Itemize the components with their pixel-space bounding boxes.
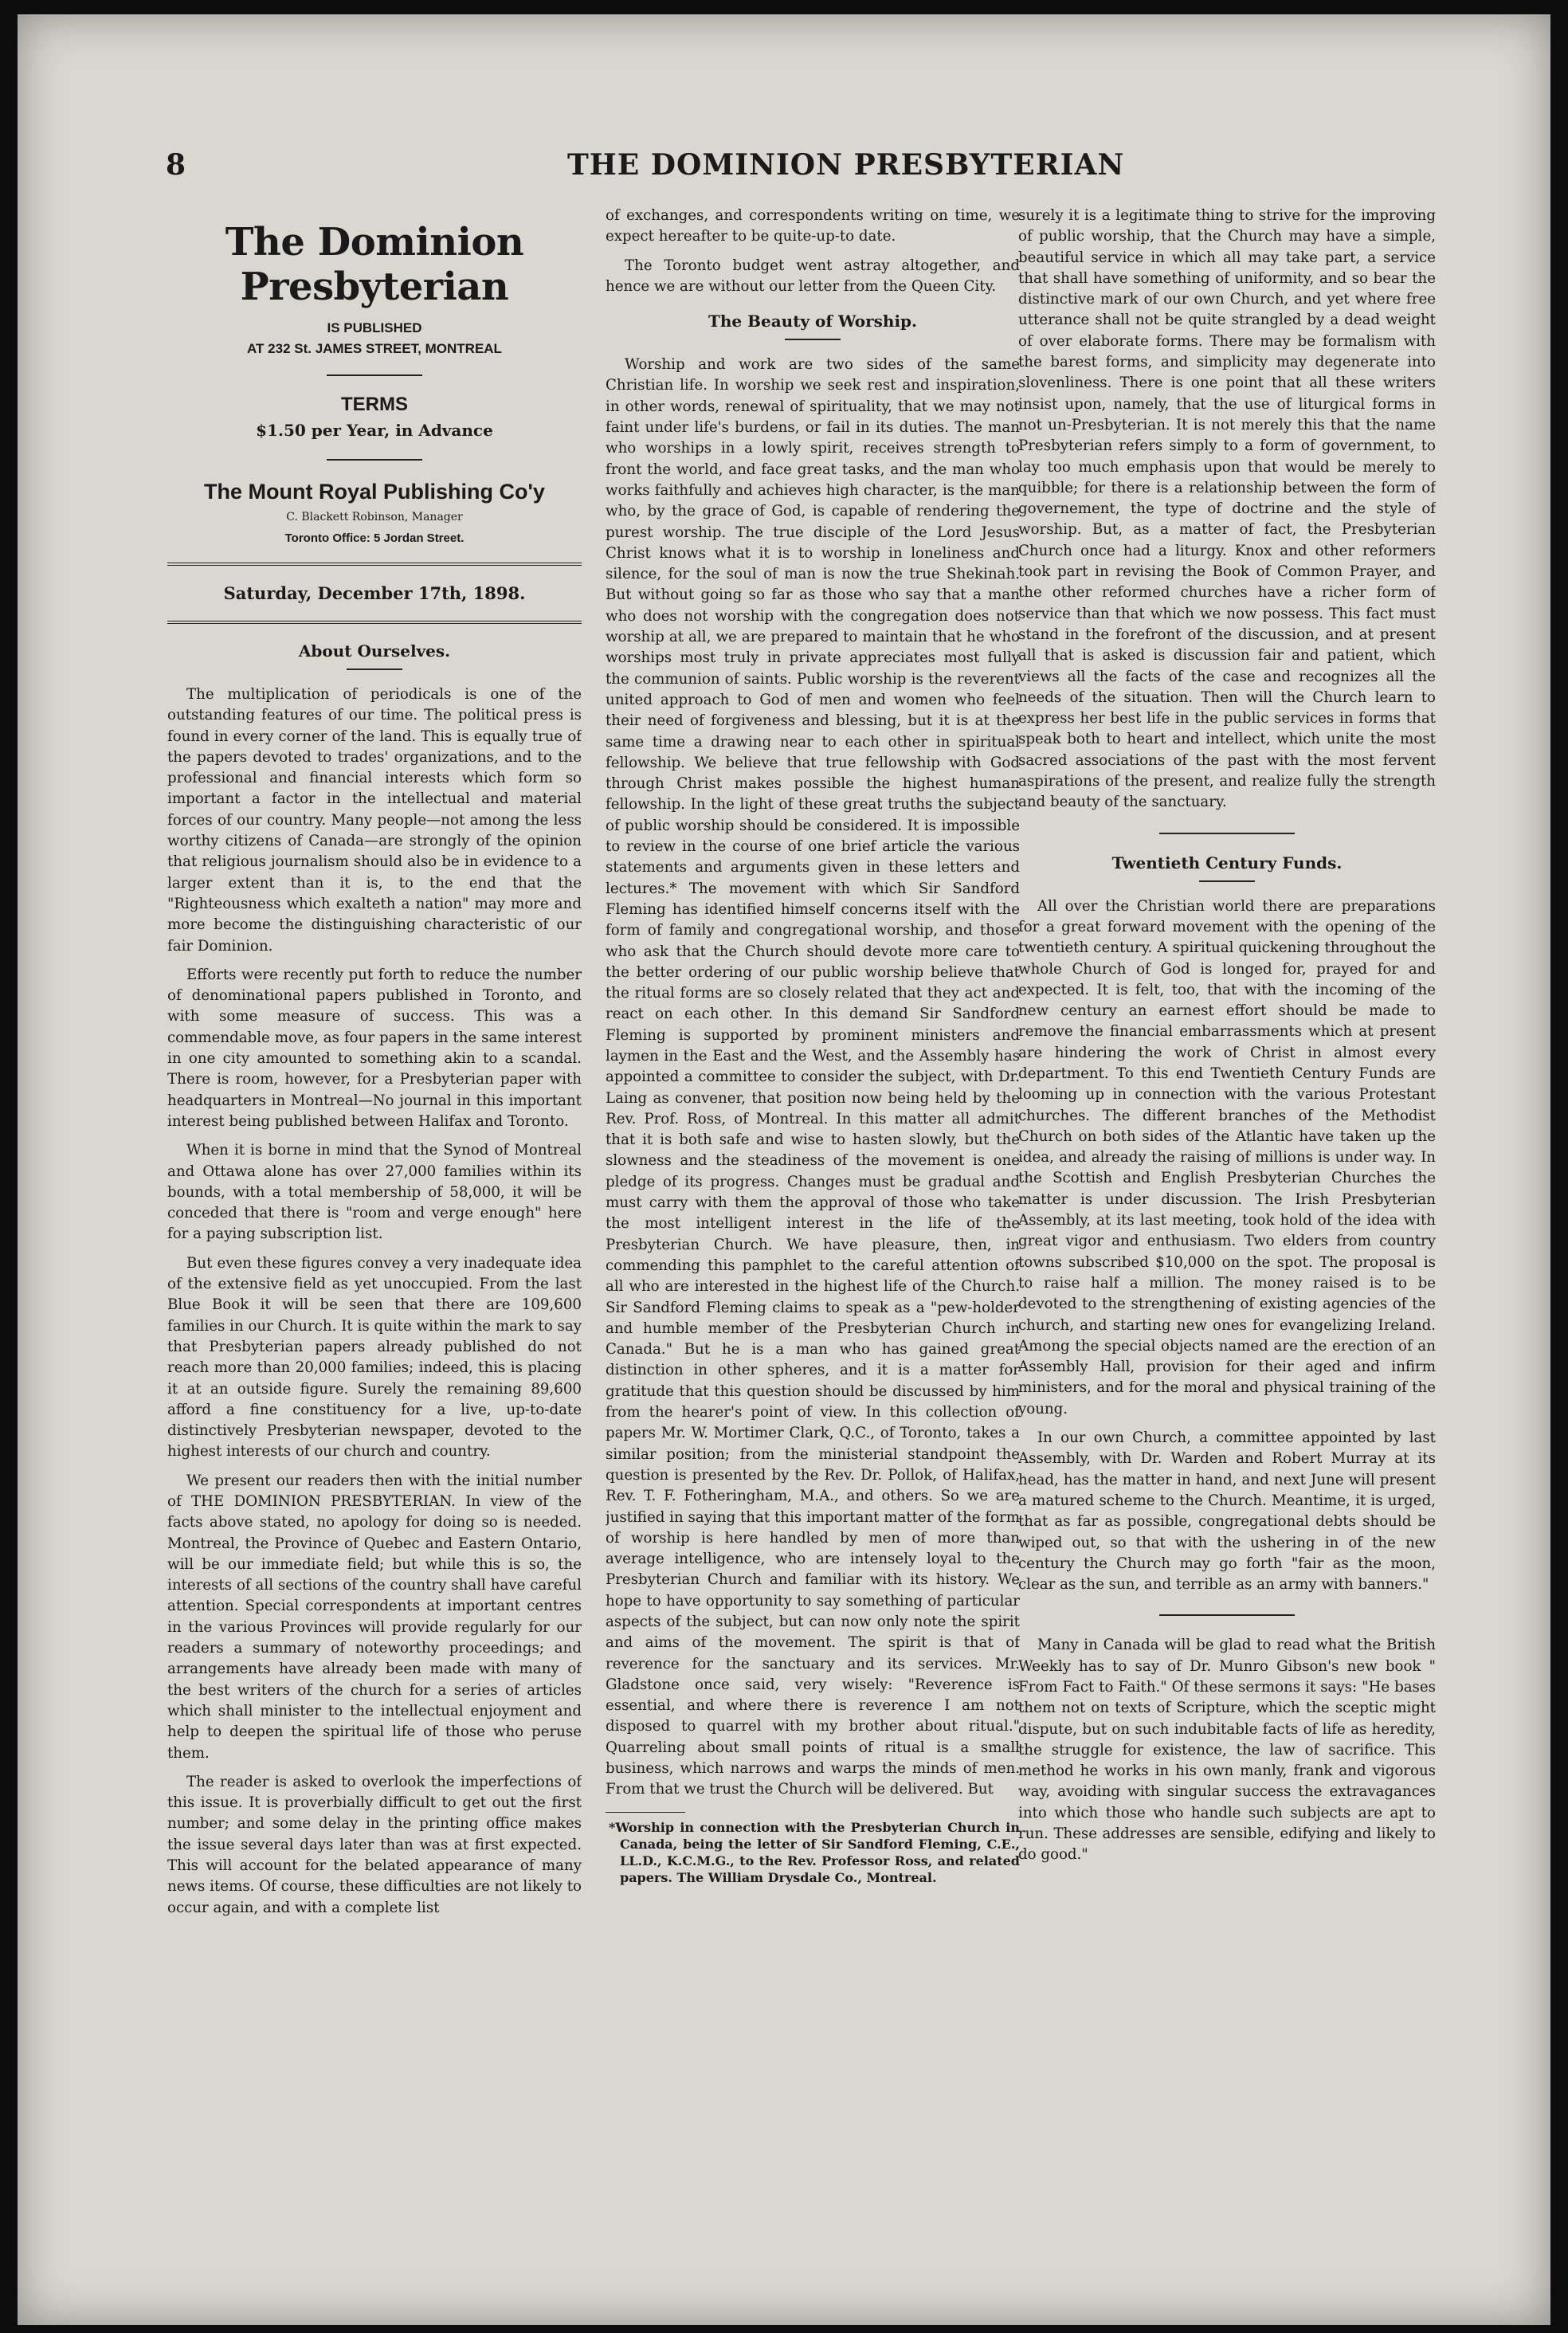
article-paragraph: of exchanges, and correspondents writing on time, we expect hereafter to be quite-up-to date. <box>606 207 1020 245</box>
published-line: IS PUBLISHED <box>327 320 422 335</box>
title-rule <box>1199 880 1255 882</box>
article-title-twentieth-century-funds: Twentieth Century Funds. <box>1111 853 1343 872</box>
article-paragraph: Efforts were recently put forth to reduce the number of denominational papers published in Toronto, and with some measure of success. This was a commendable move, as four papers in the same interest in one city amounted to something akin to a scandal. There is room, however, for a Presbyterian paper with headquarters in Montreal—No journal in this important interest being published between Halifax and Toronto. <box>167 966 582 1130</box>
article-paragraph: The Toronto budget went astray altogether, and hence we are without our letter from the Queen City. <box>606 257 1020 295</box>
divider <box>327 459 422 461</box>
article-paragraph: But even these figures convey a very inadequate idea of the extensive field as yet unoccupied. From the last Blue Book it will be seen that there are 109,600 families in our Church. It is quite within the mark to say that Presbyterian papers already published do not reach more than 20,000 families; indeed, this is placing it at an outside figure. Surely the remaining 89,600 afford a fine constituency for a live, up-to-date distinctively Presbyterian newspaper, devoted to the highest interests of our church and country. <box>167 1254 582 1461</box>
double-rule <box>167 563 582 566</box>
article-paragraph: When it is borne in mind that the Synod of Montreal and Ottawa alone has over 27,000 families within its bounds, with a total membership of 58,000, it will be conceded that there is "room and verge enough" here for a paying subscription list. <box>167 1142 582 1243</box>
column-1 <box>167 206 582 2182</box>
article-paragraph: surely it is a legitimate thing to strive for the improving of public worship, that the Church may have a simple, beautiful service in which all may take part, a service that shall have something of uniformity, and so bear the distinctive mark of our own Church, and yet where free utterance shall not be quite strangled by a dead weight of over elaborate forms. There may be formalism with the barest forms, and simplicity may degenerate into slovenliness. There is one point that all these writers insist upon, namely, that the use of liturgical forms in not un-Presbyterian. It is not merely this that the name Presbyterian refers simply to a form of government, to lay too much emphasis upon that would be merely to quibble; for there is a relationship between the form of governement, the type of doctrine and the style of worship. But, as a matter of fact, the Presbyterian Church once had a liturgy. Knox and other reformers took part in revising the Book of Common Prayer, and the other reformed churches have a richer form of service than that which we now possess. This fact must stand in the forefront of the discussion, and at present all that is asked is discussion fair and patient, which views all the facts of the case and recognizes all the needs of the situation. Then will the Church learn to express her best life in the public services in forms that speak both to heart and intellect, which unite the most sacred associations of the past with the most fervent aspirations of the present, and realize fully the strength and beauty of the sanctuary. <box>1018 207 1436 811</box>
divider <box>327 374 422 376</box>
newspaper-page <box>18 14 1550 2325</box>
article-paragraph: The reader is asked to overlook the imperfections of this issue. It is proverbially difficult to get out the first number; and some delay in the printing office makes the issue several days later than was at first expected. This will account for the belated appearance of many news items. Of course, these difficulties are not likely to occur again, and with a complete list <box>167 1773 582 1916</box>
running-title: THE DOMINION PRESBYTERIAN <box>567 148 1125 182</box>
article-paragraph: In our own Church, a committee appointed by last Assembly, with Dr. Warden and Robert Murray at its head, has the matter in hand, and next June will present a matured scheme to the Church. Meantime, it is urged, that as far as possible, congregational debts should be wiped out, so that with the ushering in of the new century the Church may go forth "fair as the moon, clear as the sun, and terrible as an army with banners." <box>1018 1429 1436 1594</box>
terms-price: $1.50 per Year, in Advance <box>256 421 493 440</box>
article-paragraph: The multiplication of periodicals is one of the outstanding features of our time. The political press is found in every corner of the land. This is equally true of the papers devoted to trades' organizations, and to the professional and financial interests which form so important a factor in the intellectual and material forces of our country. Many people—not among the less worthy citizens of Canada—are strongly of the opinion that religious journalism should also be in evidence to a larger extent than it is, to the end that the "Righteousness which exalteth a nation" may more and more become the distinguishing characteristic of our fair Dominion. <box>167 686 582 955</box>
article-title-about-ourselves: About Ourselves. <box>298 641 451 661</box>
address-line: AT 232 St. JAMES STREET, MONTREAL <box>247 341 502 356</box>
article-paragraph: All over the Christian world there are preparations for a great forward movement with the opening of the twentieth century. A spiritual quickening throughout the whole Church of God is longed for, prayed for and expected. It is felt, too, that with the incoming of the new century an earnest effort should be made to remove the financial embarrassments which at present are hindering the work of Christ in almost every department. To this end Twentieth Century Funds are looming up in connection with the various Protestant churches. The different branches of the Methodist Church on both sides of the Atlantic have taken up the idea, and already the raising of millions is under way. In the Scottish and English Presbyterian Churches the matter is under discussion. The Irish Presbyterian Assembly, at its last meeting, took hold of the idea with great vigor and enthusiasm. Two elders from country towns subscribed $10,000 on the spot. The proposal is to raise half a million. The money raised is to be devoted to the strengthening of existing agencies of the church, and starting new ones for evangelizing Ireland. Among the special objects named are the erection of an Assembly Hall, provision for their aged and infirm ministers, and for the moral and physical training of the young. <box>1018 897 1436 1417</box>
double-rule <box>167 621 582 624</box>
page-number: 8 <box>166 148 186 182</box>
article-paragraph: Many in Canada will be glad to read what the British Weekly has to say of Dr. Munro Gibson's new book " From Fact to Faith." Of these sermons it says: "He bases them not on texts of Scripture, which the sceptic might dispute, but on such indubitable facts of life as heredity, the struggle for existence, the law of sacrifice. This method he works in his own manly, frank and vigorous way, avoiding with singular success the extravagances into which those who handle such subjects are apt to run. These addresses are sensible, edifying and likely to do good." <box>1018 1637 1436 1864</box>
article-paragraph: We present our readers then with the initial number of THE DOMINION PRESBYTERIAN. In view of the facts above stated, no apology for doing so is needed. Montreal, the Province of Quebec and Eastern Ontario, will be our immediate field; but while this is so, the interests of all sections of the country shall have careful attention. Special correspondents at important centres in the various Provinces will provide regularly for our readers a summary of noteworthy proceedings; and arrangements have already been made with many of the best writers of the church for a series of articles which shall minister to the intellectual enjoyment and help to deepen the spiritual life of those who peruse them. <box>167 1472 582 1762</box>
article-paragraph: Worship and work are two sides of the same Christian life. In worship we seek rest and inspiration, in other words, renewal of spirituality, that we may not faint under life's burdens, or fail in its duties. The man who worships in a lowly spirit, receives strength to front the world, and face great tasks, and the man who works faithfully and achieves high character, is the man who, by the grace of God, is capable of rendering the purest worship. The true disciple of the Lord Jesus Christ knows what it is to worship in loneliness and silence, for the soul of man is now the true Shekinah. But without going so far as those who say that a man who does not worship with the congregation does not worship at all, we are prepared to maintain that he who worships most truly in private appreciates most fully the communion of saints. Public worship is the reverent united approach to God of men and women who feel their need of forgiveness and blessing, but it is at the same time a drawing near to each other in spiritual fellowship. We believe that true fellowship with God through Christ makes possible the highest human fellowship. In the light of these great truths the subject of public worship should be considered. It is impossible to review in the course of one brief article the various statements and arguments given in these letters and lectures.* The movement with which Sir Sandford Fleming has identified himself concerns itself with the form of family and congregational worship, and those who ask that the Church should devote more care to the better ordering of our public worship believe that the ritual forms are so closely related that they act and react on each other. In this demand Sir Sandford Fleming is supported by prominent ministers and laymen in the East and the West, and the Assembly has appointed a committee to consider the subject, with Dr. Laing as convener, that position now being held by the Rev. Prof. Ross, of Montreal. In this matter all admit that it is both safe and wise to hasten slowly, but the slowness and the steadiness of the movement is one pledge of its progress. Changes must be gradual and must carry with them the approval of those who take the most intelligent interest in the life of the Presbyterian Church. We have pleasure, then, in commending this pamphlet to the careful attention of all who are interested in the highest life of the Church. Sir Sandford Fleming claims to speak as a "pew-holder and humble member of the Presbyterian Church in Canada." But he is a man who has gained great distinction in other spheres, and it is a matter for gratitude that this question should be discussed by him from the hearer's point of view. In this collection of papers Mr. W. Mortimer Clark, Q.C., of Toronto, takes a similar position; from the ministerial standpoint the question is presented by the Rev. Dr. Pollok, of Halifax, Rev. T. F. Fotheringham, M.A., and others. So we are justified in saying that this important matter of the form of worship is here handled by men of more than average intelligence, who are intensely loyal to the Presbyterian Church and familiar with its history. We hope to have opportunity to say something of particular aspects of the subject, but can now only note the spirit and aims of the movement. The spirit is that of reverence for the sanctuary and its services. Mr. Gladstone once said, very wisely: "Reverence is essential, and where there is reverence I am not disposed to quarrel with my brother about ritual." Quarreling about small points of ritual is a small business, which narrows and warps the minds of men. From that we trust the Church will be delivered. But <box>606 356 1020 1798</box>
article-title-beauty-of-worship: The Beauty of Worship. <box>708 312 918 331</box>
toronto-office: Toronto Office: 5 Jordan Street. <box>284 531 465 545</box>
divider <box>1159 1614 1295 1616</box>
title-rule <box>347 669 402 670</box>
column-2 <box>606 206 1020 2182</box>
divider <box>1159 833 1295 834</box>
running-header <box>18 148 1550 196</box>
terms-heading: TERMS <box>341 394 408 415</box>
footnote-rule <box>606 1812 685 1813</box>
masthead-title: The Dominion Presbyterian <box>225 220 524 309</box>
footnote: *Worship in connection with the Presbyterian Church in Canada, being the letter of Sir Sandford Fleming, C.E., LL.D., K.C.M.G., to the Rev. Professor Ross, and related papers. The William Drysdale Co., Montreal. <box>609 1819 1020 1885</box>
title-rule <box>785 339 841 340</box>
column-3 <box>1018 206 1436 2182</box>
publisher-name: The Mount Royal Publishing Co'y <box>204 480 545 504</box>
masthead <box>167 220 582 545</box>
issue-date: Saturday, December 17th, 1898. <box>223 583 526 603</box>
manager-line: C. Blackett Robinson, Manager <box>286 511 463 523</box>
